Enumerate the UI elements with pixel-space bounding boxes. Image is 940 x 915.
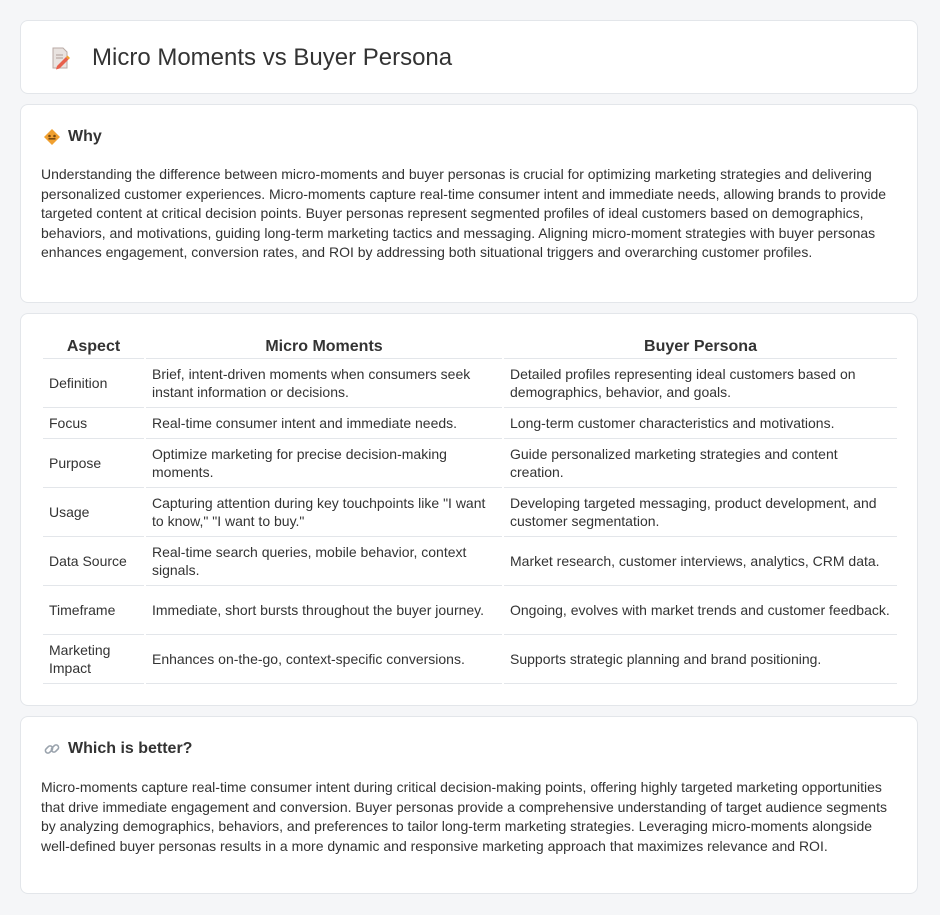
row-micro-moments: Enhances on-the-go, context-specific conversions. [146, 635, 502, 684]
header-aspect: Aspect [43, 336, 144, 359]
row-micro-moments: Immediate, short bursts throughout the buyer journey. [146, 586, 502, 635]
row-aspect: Timeframe [43, 586, 144, 635]
header-micro-moments: Micro Moments [146, 336, 502, 359]
row-micro-moments: Real-time consumer intent and immediate needs. [146, 408, 502, 439]
comparison-table [41, 336, 899, 684]
better-heading: Which is better? [68, 740, 193, 757]
table-row [43, 359, 897, 408]
row-aspect: Purpose [43, 439, 144, 488]
row-aspect: Focus [43, 408, 144, 439]
row-aspect: Definition [43, 359, 144, 408]
row-micro-moments: Brief, intent-driven moments when consumers seek instant information or decisions. [146, 359, 502, 408]
table-row [43, 408, 897, 439]
table-row [43, 488, 897, 537]
row-buyer-persona: Long-term customer characteristics and motivations. [504, 408, 897, 439]
link-icon [43, 740, 61, 758]
row-buyer-persona: Supports strategic planning and brand positioning. [504, 635, 897, 684]
row-buyer-persona: Developing targeted messaging, product development, and customer segmentation. [504, 488, 897, 537]
row-buyer-persona: Guide personalized marketing strategies and content creation. [504, 439, 897, 488]
row-buyer-persona: Detailed profiles representing ideal customers based on demographics, behavior, and goals. [504, 359, 897, 408]
row-buyer-persona: Market research, customer interviews, analytics, CRM data. [504, 537, 897, 586]
row-buyer-persona: Ongoing, evolves with market trends and customer feedback. [504, 586, 897, 635]
table-row [43, 586, 897, 635]
which-is-better-section [20, 716, 918, 894]
row-micro-moments: Capturing attention during key touchpoints like "I want to know," "I want to buy." [146, 488, 502, 537]
why-text: Understanding the difference between micro-moments and buyer personas is crucial for optimizing marketing strategies and delivering personalized customer experiences. Micro-moments capture real-time consumer intent and immediate needs, allowing brands to provide targeted content at critical decision points. Buyer personas represent segmented profiles of ideal customers based on demographics, behaviors, and motivations, guiding long-term marketing tactics and messaging. Aligning micro-moment strategies with buyer personas enhances engagement, conversion rates, and ROI by addressing both situational triggers and overarching customer profiles. [41, 166, 887, 261]
comparison-card [20, 313, 918, 706]
table-row [43, 635, 897, 684]
why-section [20, 104, 918, 303]
row-aspect: Usage [43, 488, 144, 537]
diamond-sign-icon [43, 128, 61, 146]
header-buyer-persona: Buyer Persona [504, 336, 897, 359]
title-card [20, 20, 918, 94]
document-pencil-icon [48, 46, 72, 70]
better-text: Micro-moments capture real-time consumer intent during critical decision-making points, offering highly targeted marketing opportunities that drive immediate engagement and conversion. Buyer personas provide a comprehensive understanding of target audience segments by analyzing demographics, behaviors, and preferences to tailor long-term marketing strategies. Leveraging micro-moments alongside well-defined buyer personas results in a more dynamic and responsive marketing approach that maximizes relevance and ROI. [41, 779, 887, 854]
page-title: Micro Moments vs Buyer Persona [92, 44, 453, 71]
table-row [43, 439, 897, 488]
row-aspect: Data Source [43, 537, 144, 586]
table-row [43, 537, 897, 586]
why-heading: Why [68, 128, 102, 145]
row-micro-moments: Real-time search queries, mobile behavior, context signals. [146, 537, 502, 586]
table-header-row [43, 336, 897, 359]
row-micro-moments: Optimize marketing for precise decision-making moments. [146, 439, 502, 488]
row-aspect: Marketing Impact [43, 635, 144, 684]
